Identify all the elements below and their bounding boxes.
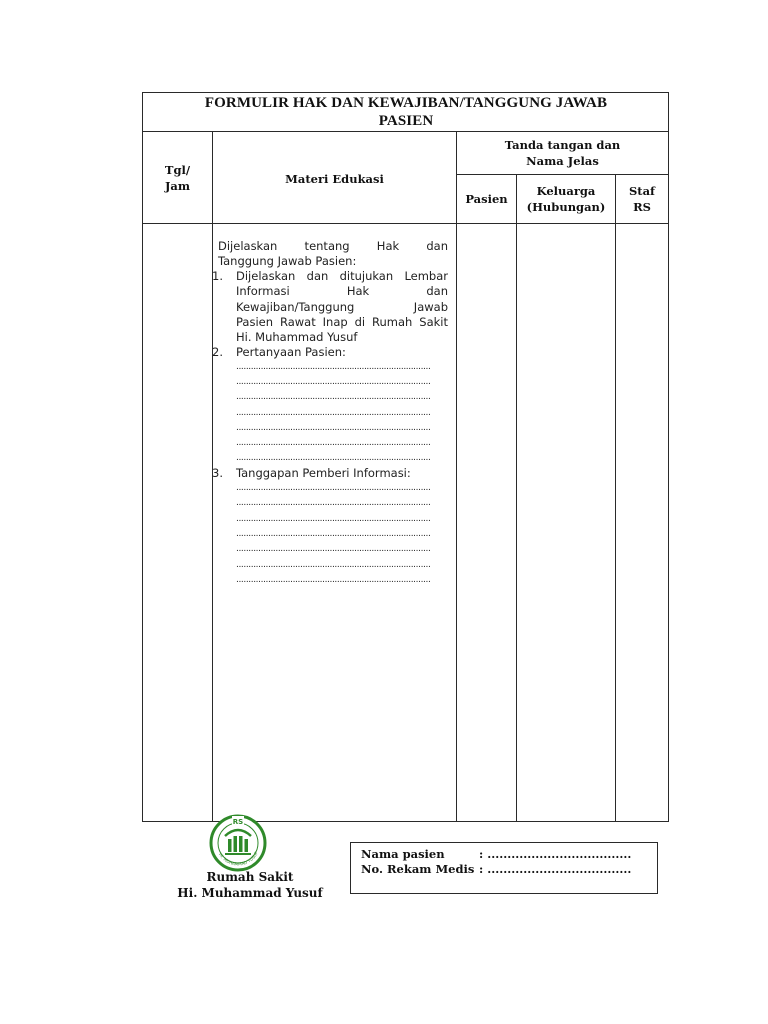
logo-ring-textpath: HI. MUHAMMAD YUSUF — [217, 850, 259, 867]
header-materi-edukasi: Materi Edukasi — [285, 172, 384, 186]
tanggapan-dotted-line: ............................................................................... — [236, 575, 431, 585]
hospital-name-line1: Rumah Sakit — [206, 870, 294, 884]
item1-line1: Dijelaskan dan ditujukan Lembar — [236, 269, 448, 283]
header-pasien: Pasien — [465, 192, 508, 206]
form-title-line1: FORMULIR HAK DAN KEWAJIBAN/TANGGUNG JAWAB — [204, 95, 608, 111]
pertanyaan-dotted-line: ............................................................................... — [236, 377, 431, 387]
item1-line2: Informasi Hak dan — [236, 284, 448, 298]
pertanyaan-dotted-line: ............................................................................... — [236, 438, 431, 448]
tanggapan-dotted-line: ............................................................................... — [236, 514, 431, 524]
logo-badge: RS — [232, 818, 244, 826]
medical-record-row — [361, 862, 631, 876]
col-divider-keluarga — [615, 174, 616, 822]
tanggapan-dotted-line: ............................................................................... — [236, 483, 431, 493]
table-left-border — [142, 92, 143, 822]
item2-number: 2. — [212, 345, 223, 359]
col-divider-pasien — [516, 174, 517, 822]
pertanyaan-dotted-line: ............................................................................... — [236, 392, 431, 402]
pertanyaan-dotted-line: ............................................................................... — [236, 423, 431, 433]
item1-number: 1. — [212, 269, 223, 283]
header-staf-rs — [616, 183, 668, 215]
title-divider — [142, 131, 669, 132]
patient-info-box — [350, 842, 658, 894]
hospital-name — [160, 869, 340, 901]
header-tanda-tangan-line1: Tanda tangan dan — [504, 138, 621, 152]
header-keluarga — [517, 183, 615, 215]
header-divider — [142, 223, 669, 224]
materi-intro-line2: Tanggung Jawab Pasien: — [218, 254, 357, 268]
hospital-name-line2: Hi. Muhammad Yusuf — [177, 886, 323, 900]
header-staf-line1: Staf — [628, 184, 655, 198]
tanggapan-dotted-line: ............................................................................... — [236, 529, 431, 539]
header-tanda-tangan — [457, 137, 668, 169]
medical-record-field[interactable]: : .................................... — [479, 862, 632, 876]
header-staf-line2: RS — [633, 200, 651, 214]
item3-number: 3. — [212, 466, 223, 480]
pertanyaan-dotted-line: ............................................................................... — [236, 453, 431, 463]
patient-name-label: Nama pasien — [361, 847, 445, 861]
materi-intro-line1: Dijelaskan tentang Hak dan — [218, 239, 448, 253]
patient-name-field[interactable]: : .................................... — [479, 847, 632, 861]
signature-group-divider — [456, 174, 669, 175]
hospital-logo — [208, 812, 268, 872]
tanggapan-dotted-line: ............................................................................... — [236, 544, 431, 554]
patient-name-row — [361, 847, 631, 861]
pertanyaan-dotted-line: ............................................................................... — [236, 362, 431, 372]
item2-label: Pertanyaan Pasien: — [236, 345, 346, 359]
header-tgl-jam — [143, 162, 212, 194]
header-tgl-label: Tgl/ — [164, 163, 191, 177]
medical-record-label: No. Rekam Medis — [361, 862, 475, 876]
pertanyaan-dotted-line: ............................................................................... — [236, 408, 431, 418]
form-title-line2: PASIEN — [378, 113, 434, 129]
item1-line3: Kewajiban/Tanggung Jawab — [236, 300, 448, 314]
form-title — [144, 94, 668, 130]
item3-label: Tanggapan Pemberi Informasi: — [236, 466, 411, 480]
table-right-border — [668, 92, 669, 822]
tanggapan-dotted-line: ............................................................................... — [236, 498, 431, 508]
hospital-logo-emblem — [208, 812, 268, 872]
tanggapan-dotted-line: ............................................................................... — [236, 560, 431, 570]
col-divider-materi — [456, 131, 457, 822]
header-keluarga-line2: (Hubungan) — [526, 200, 606, 214]
header-keluarga-line1: Keluarga — [536, 184, 596, 198]
table-top-border — [142, 92, 669, 93]
header-tanda-tangan-line2: Nama Jelas — [526, 154, 599, 168]
item1-line5: Hi. Muhammad Yusuf — [236, 330, 358, 344]
header-jam-label: Jam — [164, 179, 191, 193]
item1-line4: Pasien Rawat Inap di Rumah Sakit — [236, 315, 448, 329]
